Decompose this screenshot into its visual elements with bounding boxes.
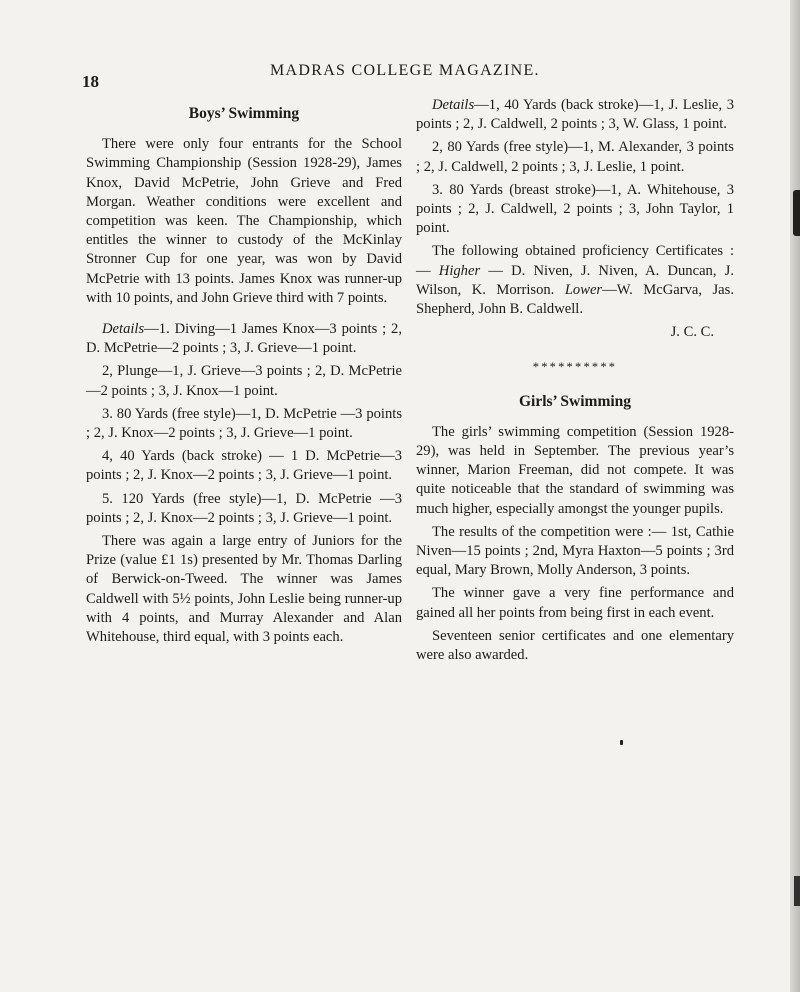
boys-details-1 xyxy=(86,320,402,358)
left-column xyxy=(86,104,402,651)
boys-swimming-heading: Boys’ Swimming xyxy=(188,105,300,122)
proficiency-paragraph xyxy=(416,242,734,319)
higher-names: — D. Niven, J. Niven, A. Duncan, J. Wilson, K. Morrison. xyxy=(416,262,735,298)
right-column xyxy=(416,96,734,669)
higher-label: Higher xyxy=(438,262,481,279)
proficiency-intro: The following obtained proficiency Certificates : — xyxy=(416,243,734,279)
boys-details-label: Details xyxy=(102,321,145,338)
juniors-paragraph: There was again a large entry of Juniors for the Prize (value £1 1s) presented by Mr. Thomas Darling of Berwick-on-Tweed. The winner was James Caldwell with 5½ points, John Leslie being runner-up with 4 points, and Murray Alexander and Alan Whitehouse, third equal, with 3 points each. xyxy=(86,533,402,646)
boys-details-4: 4, 40 Yards (back stroke) — 1 D. McPetrie—3 points ; 2, J. Knox—2 points ; 3, J. Grieve—1 point. xyxy=(86,448,402,484)
signature: J. C. C. xyxy=(670,324,714,341)
magazine-title: MADRAS COLLEGE MAGAZINE. xyxy=(270,62,540,79)
juniors-details-2: 2, 80 Yards (free style)—1, M. Alexander, 3 points ; 2, J. Caldwell, 2 points ; 3, J. Leslie, 1 point. xyxy=(416,139,734,175)
lower-names: —W. McGarva, Jas. Shepherd, John B. Caldwell. xyxy=(416,281,734,318)
binding-clip-mark xyxy=(793,190,800,236)
girls-winner-paragraph: The winner gave a very fine performance and gained all her points from being first in each event. xyxy=(416,585,734,621)
boys-details-text-1: —1. Diving—1 James Knox—3 points ; 2, D. McPetrie—2 points ; 3, J. Grieve—1 point. xyxy=(86,321,402,357)
girls-intro-paragraph: The girls’ swimming competition (Session 1928-29), was held in September. The previous year’s winner, Marion Freeman, did not compete. It was quite noticeable that the standard of swimming was much higher, especially amongst the younger pupils. xyxy=(416,423,734,517)
page-number: 18 xyxy=(82,72,99,91)
juniors-details-label: Details xyxy=(432,97,475,113)
juniors-details-text-1: —1, 40 Yards (back stroke)—1, J. Leslie, 3 points ; 2, J. Caldwell, 2 points ; 3, W. Glass, 1 point. xyxy=(416,97,734,133)
page-header xyxy=(82,62,742,92)
boys-intro-paragraph: There were only four entrants for the School Swimming Championship (Session 1928-29), James Knox, David McPetrie, John Grieve and Fred Morgan. Weather conditions were excellent and competition was keen. The Championship, which entitles the winner to custody of the McKinlay Stronner Cup for one year, was won by David McPetrie with 13 points. James Knox was runner-up with 10 points, and John Grieve third with 7 points. xyxy=(86,136,402,306)
boys-details-5: 5. 120 Yards (free style)—1, D. McPetrie —3 points ; 2, J. Knox—2 points ; 3, J. Grieve—1 point. xyxy=(86,490,402,526)
girls-certificates-paragraph: Seventeen senior certificates and one elementary were also awarded. xyxy=(416,627,734,664)
juniors-details-1 xyxy=(416,96,734,134)
juniors-details-3: 3. 80 Yards (breast stroke)—1, A. Whitehouse, 3 points ; 2, J. Caldwell, 2 points ; 3, John Taylor, 1 point. xyxy=(416,181,734,237)
binding-mark-lower xyxy=(794,876,800,906)
girls-swimming-heading: Girls’ Swimming xyxy=(518,392,632,410)
ink-speck xyxy=(620,740,623,745)
boys-details-3: 3. 80 Yards (free style)—1, D. McPetrie —3 points ; 2, J. Knox—2 points ; 3, J. Grieve—1 point. xyxy=(86,405,402,442)
girls-results-paragraph: The results of the competition were :— 1st, Cathie Niven—15 points ; 2nd, Myra Haxton—5 points ; 3rd equal, Mary Brown, Molly Anderson, 3 points. xyxy=(416,523,734,579)
lower-label: Lower xyxy=(564,281,603,298)
page-edge-shadow xyxy=(790,0,800,992)
section-separator: ********** xyxy=(532,360,618,375)
boys-details-2: 2, Plunge—1, J. Grieve—3 points ; 2, D. McPetrie—2 points ; 3, J. Knox—1 point. xyxy=(86,363,402,399)
